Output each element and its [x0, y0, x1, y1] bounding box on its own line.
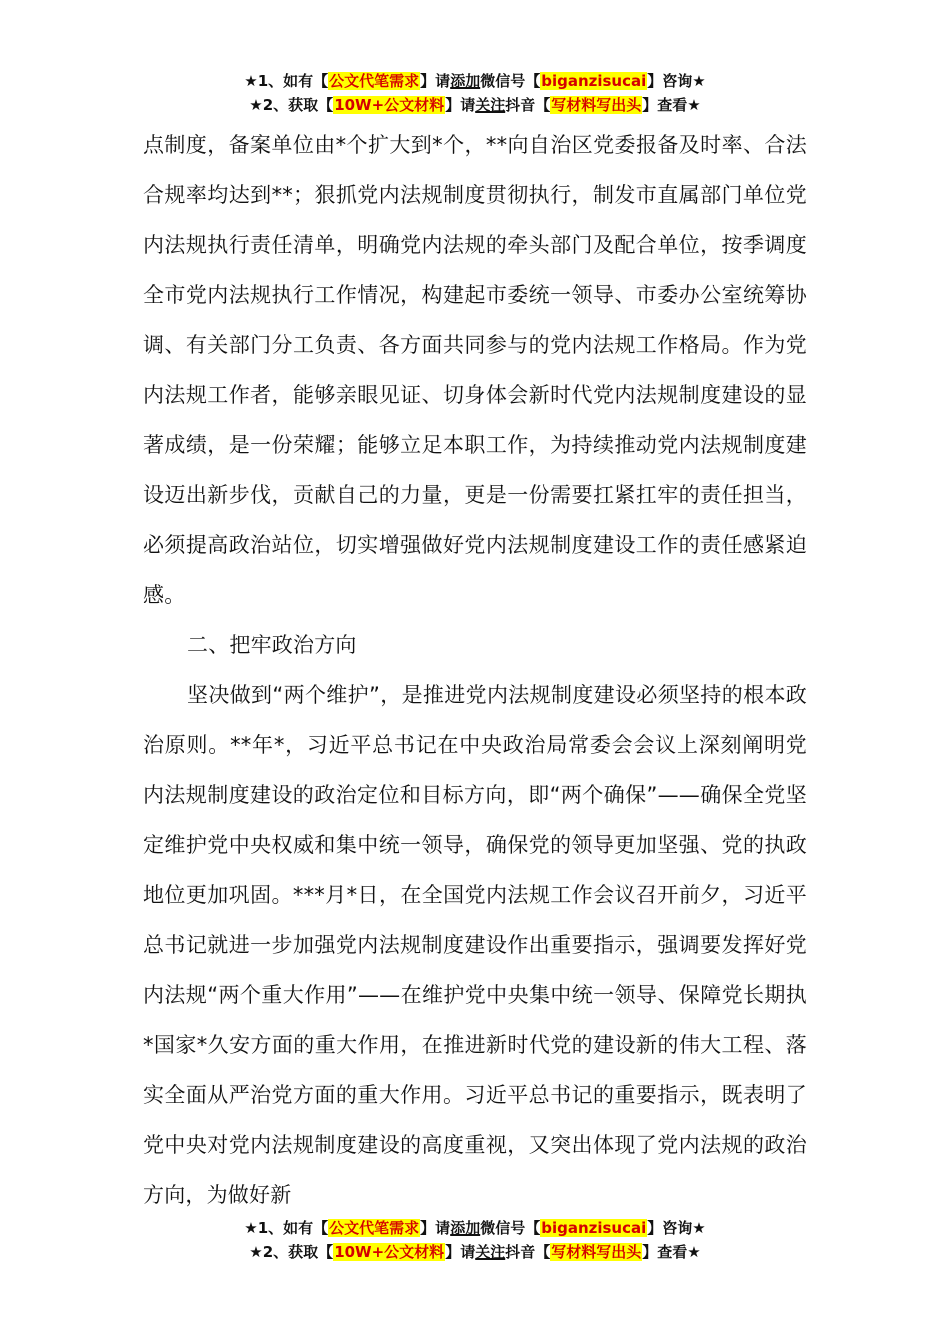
- top-banner: [0, 69, 950, 117]
- banner-text-underlined: 关注: [475, 1243, 506, 1261]
- paragraph-1: 点制度，备案单位由*个扩大到*个，**向自治区党委报备及时率、合法合规率均达到**；狠抓党内法规制度贯彻执行，制发市直属部门单位党内法规执行责任清单，明确党内法规的牵头部门及配合单位，按季调度全市党内法规执行工作情况，构建起市委统一领导、市委办公室统筹协调、有关部门分工负责、各方面共同参与的党内法规工作格局。作为党内法规工作者，能够亲眼见证、切身体会新时代党内法规制度建设的显著成绩，是一份荣耀；能够立足本职工作，为持续推动党内法规制度建设迈出新步伐，贡献自己的力量，更是一份需要扛紧扛牢的责任担当，必须提高政治站位，切实增强做好党内法规制度建设工作的责任感紧迫感。: [143, 133, 807, 607]
- banner-text-underlined: 关注: [475, 96, 506, 114]
- banner-text: 微信号【: [480, 72, 541, 90]
- paragraph-2: 坚决做到“两个维护”，是推进党内法规制度建设必须坚持的根本政治原则。**年*，习近平总书记在中央政治局常委会会议上深刻阐明党内法规制度建设的政治定位和目标方向，即“两个确保”——确保全党坚定维护党中央权威和集中统一领导，确保党的领导更加坚强、党的执政地位更加巩固。***月*日，在全国党内法规工作会议召开前夕，习近平总书记就进一步加强党内法规制度建设作出重要指示，强调要发挥好党内法规“两个重大作用”——在维护党中央集中统一领导、保障党长期执*国家*久安方面的重大作用，在推进新时代党的建设新的伟大工程、落实全面从严治党方面的重大作用。习近平总书记的重要指示，既表明了党中央对党内法规制度建设的高度重视，又突出体现了党内法规的政治方向，为做好新: [143, 683, 807, 1207]
- banner-line-2: [0, 93, 950, 117]
- highlight-douyin: 写材料写出头: [551, 96, 642, 114]
- highlight-service: 公文代笔需求: [329, 1219, 420, 1237]
- document-body: [143, 120, 807, 1220]
- highlight-materials: 10W+公文材料: [334, 96, 445, 114]
- banner-text: 】请: [445, 96, 476, 114]
- banner-text: 】咨询★: [647, 72, 706, 90]
- highlight-wechat-id: biganzisucai: [541, 1219, 647, 1237]
- banner-text: 】请: [420, 1219, 451, 1237]
- banner-text: 抖音【: [505, 1243, 551, 1261]
- banner-line-1: [0, 69, 950, 93]
- highlight-douyin: 写材料写出头: [551, 1243, 642, 1261]
- highlight-wechat-id: biganzisucai: [541, 72, 647, 90]
- banner-text: 】查看★: [642, 96, 701, 114]
- section-heading: 二、把牢政治方向: [187, 633, 357, 657]
- banner-line-2: [0, 1240, 950, 1264]
- banner-text: 】咨询★: [647, 1219, 706, 1237]
- banner-text-underlined: 添加: [450, 1219, 481, 1237]
- banner-text: 】请: [420, 72, 451, 90]
- banner-text: ★2、获取【: [249, 1243, 334, 1261]
- banner-text: 】请: [445, 1243, 476, 1261]
- banner-text: 微信号【: [480, 1219, 541, 1237]
- highlight-materials: 10W+公文材料: [334, 1243, 445, 1261]
- banner-text: ★1、如有【: [244, 1219, 329, 1237]
- banner-text: 抖音【: [505, 96, 551, 114]
- banner-text: ★2、获取【: [249, 96, 334, 114]
- banner-text: ★1、如有【: [244, 72, 329, 90]
- highlight-service: 公文代笔需求: [329, 72, 420, 90]
- banner-text-underlined: 添加: [450, 72, 481, 90]
- banner-line-1: [0, 1216, 950, 1240]
- bottom-banner: [0, 1216, 950, 1264]
- banner-text: 】查看★: [642, 1243, 701, 1261]
